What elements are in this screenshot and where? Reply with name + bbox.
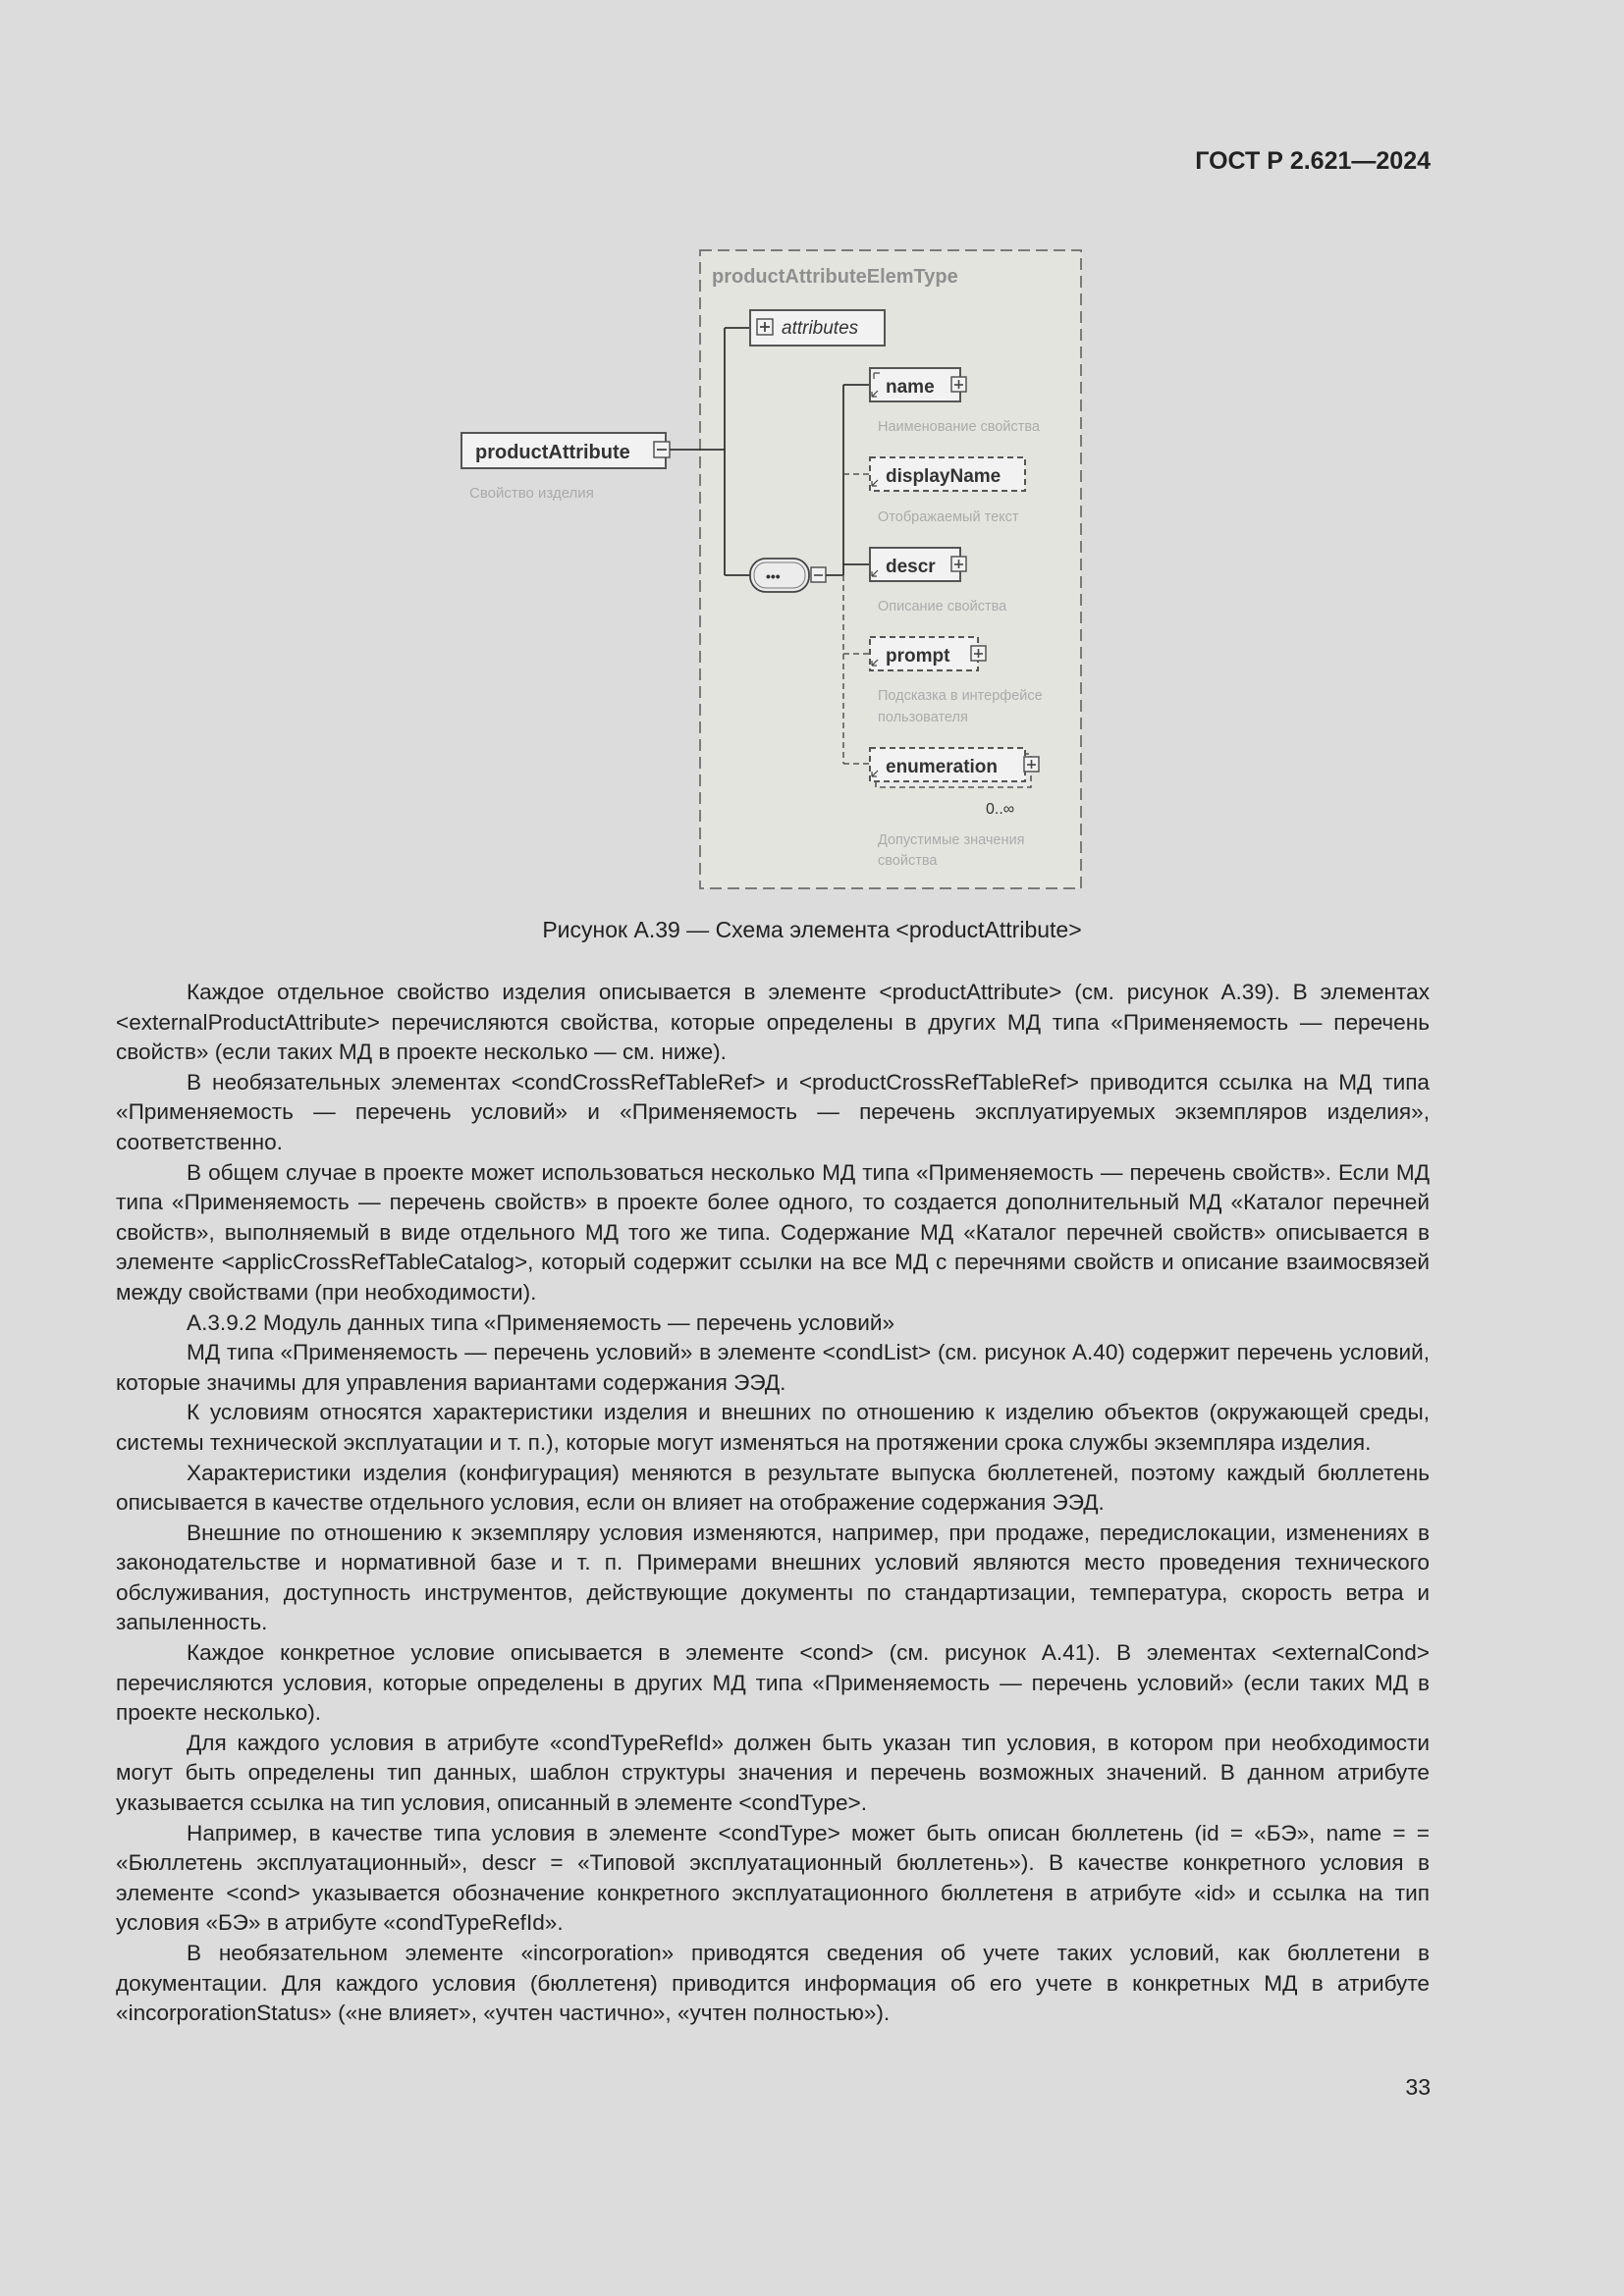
paragraph: Каждое конкретное условие описывается в элементе <cond> (см. рисунок А.41). В элементах <externalCond> перечисляются условия, которые определены в других МД типа «Применяемость — перечень условий» (если таких МД в проекте несколько). [116, 1640, 1430, 1726]
paragraph: Например, в качестве типа условия в элементе <condType> может быть описан бюллетень (id = «БЭ», name = = «Бюллетень эксплуатационный», descr = «Типовой эксплуатационный бюллетень»). В качестве конкретного условия в элементе <cond> указывается обозначение конкретного эксплуатационного бюллетеня в атрибуте «id» и ссылка на тип условия «БЭ» в атрибуте «condTypeRefId». [116, 1820, 1430, 1936]
paragraph: К условиям относятся характеристики изделия и внешних по отношению к изделию объектов (окружающей среды, системы технической эксплуатации и т. п.), которые могут изменяться на протяжении срока службы экземпляра изделия. [116, 1400, 1430, 1455]
paragraph: В необязательных элементах <condCrossRefTableRef> и <productCrossRefTableRef> приводится ссылка на МД типа «Применяемость — перечень условий» и «Применяемость — перечень эксплуатируемых экземпляров изделия», соответственно. [116, 1069, 1430, 1154]
cardinality-label: 0..∞ [986, 801, 1015, 818]
child-element-name: descr [886, 557, 936, 577]
paragraph: Для каждого условия в атрибуте «condTypeRefId» должен быть указан тип условия, в котором при необходимости могут быть определены тип данных, шаблон структуры значения и перечень возможных значений. В данном атрибуте указывается ссылка на тип условия, описанный в элементе <condType>. [116, 1730, 1430, 1816]
child-element-name: prompt [886, 646, 950, 667]
child-element-desc: Описание свойства [878, 599, 1007, 614]
schema-diagram [0, 0, 1624, 903]
paragraph: Характеристики изделия (конфигурация) меняются в результате выпуска бюллетеней, поэтому каждый бюллетень описывается в качестве отдельного условия, если он влияет на отображение содержания ЭЭД. [116, 1460, 1430, 1516]
child-element-desc: Подсказка в интерфейсе [878, 688, 1043, 704]
sequence-symbol: ••• [766, 568, 781, 584]
standard-designation: ГОСТ Р 2.621—2024 [1195, 147, 1431, 175]
body-text [116, 978, 1430, 2029]
page-number: 33 [1405, 2074, 1431, 2100]
figure-caption: Рисунок А.39 — Схема элемента <productAttribute> [542, 917, 1082, 942]
child-element-desc: пользователя [878, 710, 968, 725]
paragraph: В общем случае в проекте может использоваться несколько МД типа «Применяемость — перечень свойств». Если МД типа «Применяемость — перечень свойств» в проекте более одного, то создается дополнительный МД «Каталог перечней свойств», выполняемый в виде отдельного МД того же типа. Содержание МД «Каталог перечней свойств» описывается в элементе <applicCrossRefTableCatalog>, который содержит ссылки на все МД с перечнями свойств и описание взаимосвязей между свойствами (при необходимости). [116, 1159, 1430, 1305]
type-name: productAttributeElemType [712, 266, 958, 288]
paragraph: Внешние по отношению к экземпляру условия изменяются, например, при продаже, передислокации, изменениях в законодательстве и нормативной базе и т. п. Примерами внешних условий являются место проведения технического обслуживания, доступность инструментов, действующие документы по стандартизации, температура, скорость ветра и запыленность. [116, 1520, 1430, 1635]
child-element-name: name [886, 377, 935, 398]
root-element-name: productAttribute [475, 442, 630, 463]
paragraph: Каждое отдельное свойство изделия описывается в элементе <productAttribute> (см. рисунок А.39). В элементах <externalProductAttribute> перечисляются свойства, которые определены в других МД типа «Применяемость — перечень свойств» (если таких МД в проекте несколько — см. ниже). [116, 980, 1430, 1065]
child-element-desc: Допустимые значения [878, 832, 1025, 848]
child-element-name: displayName [886, 466, 1001, 487]
root-element-desc: Свойство изделия [469, 485, 594, 502]
child-element-desc: Наименование свойства [878, 419, 1040, 435]
child-element-desc: свойства [878, 853, 938, 869]
paragraph: МД типа «Применяемость — перечень условий» в элементе <condList> (см. рисунок А.40) содержит перечень условий, которые значимы для управления вариантами содержания ЭЭД. [116, 1340, 1430, 1395]
paragraph: В необязательном элементе «incorporation» приводятся сведения об учете таких условий, как бюллетени в документации. Для каждого условия (бюллетеня) приводится информация об его учете в конкретных МД в атрибуте «incorporationStatus» («не влияет», «учтен частично», «учтен полностью»). [116, 1941, 1430, 2026]
section-heading: А.3.9.2 Модуль данных типа «Применяемость — перечень условий» [187, 1309, 895, 1335]
child-element-name: enumeration [886, 757, 999, 777]
child-element-desc: Отображаемый текст [878, 509, 1019, 525]
attributes-label: attributes [782, 318, 859, 339]
